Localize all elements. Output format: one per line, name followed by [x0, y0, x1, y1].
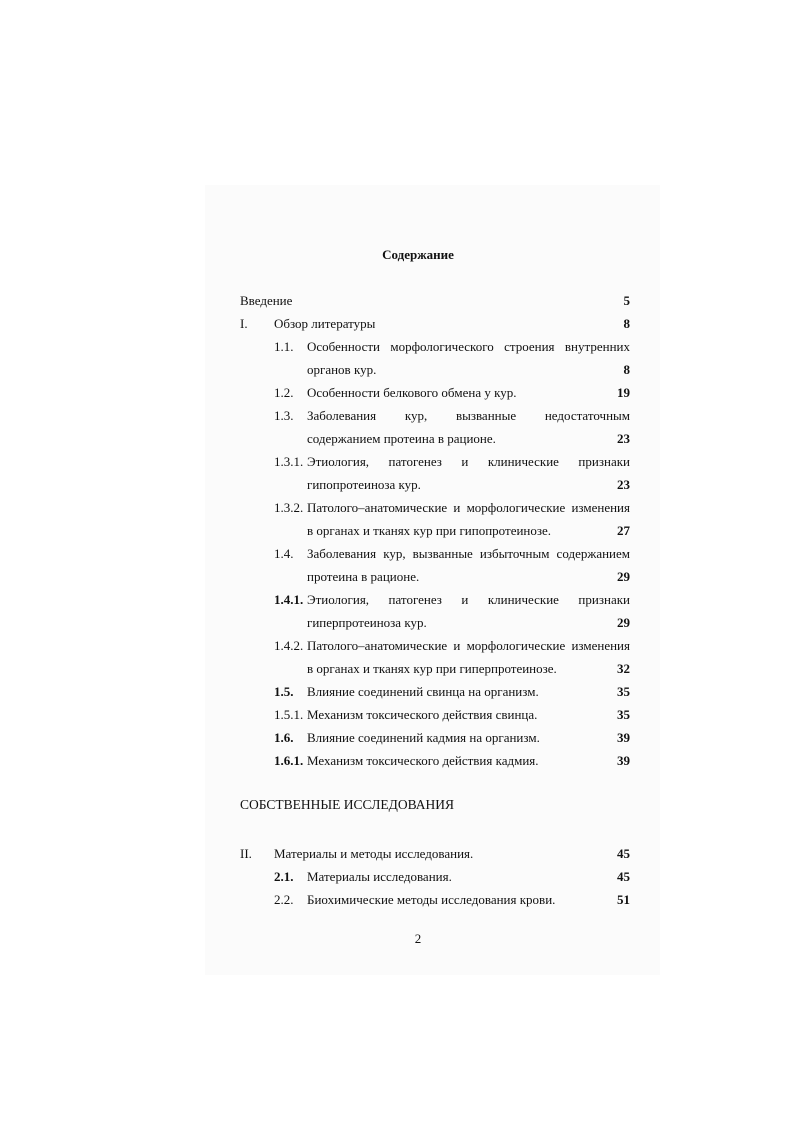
- toc-entry-1-5-1[interactable]: [240, 703, 630, 726]
- toc-entry-1-1[interactable]: [240, 335, 630, 381]
- toc-entry-1-3[interactable]: [240, 404, 630, 450]
- toc-entry-page: 35: [617, 684, 630, 699]
- toc-entry-page: 29: [617, 569, 630, 584]
- toc-entry-number: II.: [240, 846, 252, 861]
- toc-entry-number: 1.4.: [274, 546, 294, 561]
- toc-entry-introduction[interactable]: [240, 289, 630, 312]
- toc-entry-text-line2: гипопротеиноза кур.: [307, 477, 421, 492]
- toc-entry-text: Особенности белкового обмена у кур.: [307, 385, 517, 400]
- toc-entry-page: 45: [617, 869, 630, 884]
- toc-entry-page: 45: [617, 846, 630, 861]
- toc-entry-page: 51: [617, 892, 630, 907]
- toc-entry-text: Обзор литературы: [274, 316, 376, 331]
- toc-entry-1-2[interactable]: [240, 381, 630, 404]
- toc-entry-text-line1: Заболевания кур, вызванные недостаточным: [307, 408, 630, 423]
- toc-entry-text-line1: Патолого–анатомические и морфологические изменения: [307, 638, 630, 653]
- toc-entry-text-line2: в органах и тканях кур при гипопротеинозе.: [307, 523, 552, 538]
- toc-entry-number: 1.2.: [274, 385, 294, 400]
- toc-entry-1-4-2[interactable]: [240, 634, 630, 680]
- toc-entry-number: I.: [240, 316, 248, 331]
- toc-entry-number: 1.5.: [274, 684, 294, 699]
- toc-entry-number: 1.1.: [274, 339, 294, 354]
- toc-entry-number: 1.6.: [274, 730, 294, 745]
- toc-entry-1-3-1[interactable]: [240, 450, 630, 496]
- toc-entry-1-6-1[interactable]: [240, 749, 630, 772]
- toc-entry-number: 1.3.2.: [274, 500, 304, 515]
- toc-entry-text: Механизм токсического действия свинца.: [307, 707, 538, 722]
- toc-entry-text: Введение: [240, 293, 293, 308]
- toc-entry-text: Биохимические методы исследования крови.: [307, 892, 556, 907]
- toc-entry-number: 1.4.2.: [274, 638, 304, 653]
- toc-entry-text: Влияние соединений кадмия на организм.: [307, 730, 540, 745]
- page-title: Содержание: [382, 247, 454, 262]
- toc-entry-page: 27: [617, 523, 630, 538]
- section-heading: СОБСТВЕННЫЕ ИССЛЕДОВАНИЯ: [240, 797, 454, 812]
- page-number: 2: [414, 931, 422, 946]
- toc-entry-2-1[interactable]: [240, 865, 630, 888]
- toc-entry-1-4[interactable]: [240, 542, 630, 588]
- toc-entry-page: 32: [617, 661, 630, 676]
- toc-entry-number: 1.4.1.: [274, 592, 304, 607]
- toc-entry-1-3-2[interactable]: [240, 496, 630, 542]
- toc-entry-text-line1: Особенности морфологического строения внутренних: [307, 339, 630, 354]
- toc-entry-text: Механизм токсического действия кадмия.: [307, 753, 539, 768]
- toc-entry-text-line2: гиперпротеиноза кур.: [307, 615, 427, 630]
- toc-entry-page: 39: [617, 753, 630, 768]
- toc-entry-number: 1.3.1.: [274, 454, 304, 469]
- toc-entry-text: Материалы исследования.: [307, 869, 452, 884]
- toc-entry-text-line1: Патолого–анатомические и морфологические изменения: [307, 500, 630, 515]
- toc-entry-page: 39: [617, 730, 630, 745]
- toc-entry-number: 1.3.: [274, 408, 294, 423]
- toc-entry-1-4-1[interactable]: [240, 588, 630, 634]
- toc-entry-2-2[interactable]: [240, 888, 630, 911]
- toc-entry-text: Материалы и методы исследования.: [274, 846, 474, 861]
- toc-entry-text-line1: Этиология, патогенез и клинические признаки: [307, 592, 630, 607]
- table-of-contents-part2: [240, 842, 630, 911]
- toc-entry-page: 35: [617, 707, 630, 722]
- toc-entry-1-6[interactable]: [240, 726, 630, 749]
- toc-entry-page: 8: [623, 316, 630, 331]
- toc-entry-text-line2: органов кур.: [307, 362, 377, 377]
- toc-entry-page: 23: [617, 431, 630, 446]
- toc-entry-I[interactable]: [240, 312, 630, 335]
- toc-entry-number: 1.5.1.: [274, 707, 304, 722]
- toc-entry-text-line2: протеина в рационе.: [307, 569, 420, 584]
- toc-entry-text: Влияние соединений свинца на организм.: [307, 684, 539, 699]
- toc-entry-text-line1: Этиология, патогенез и клинические признаки: [307, 454, 630, 469]
- toc-entry-page: 19: [617, 385, 630, 400]
- toc-entry-page: 8: [623, 362, 630, 377]
- toc-entry-text-line2: содержанием протеина в рационе.: [307, 431, 496, 446]
- toc-entry-number: 2.2.: [274, 892, 294, 907]
- toc-entry-page: 5: [623, 293, 630, 308]
- toc-entry-number: 2.1.: [274, 869, 294, 884]
- toc-entry-page: 29: [617, 615, 630, 630]
- table-of-contents: [240, 289, 630, 772]
- toc-entry-number: 1.6.1.: [274, 753, 304, 768]
- toc-entry-1-5[interactable]: [240, 680, 630, 703]
- toc-entry-text-line2: в органах и тканях кур при гиперпротеинозе.: [307, 661, 557, 676]
- toc-entry-page: 23: [617, 477, 630, 492]
- toc-entry-text-line1: Заболевания кур, вызванные избыточным содержанием: [307, 546, 630, 561]
- toc-entry-II[interactable]: [240, 842, 630, 865]
